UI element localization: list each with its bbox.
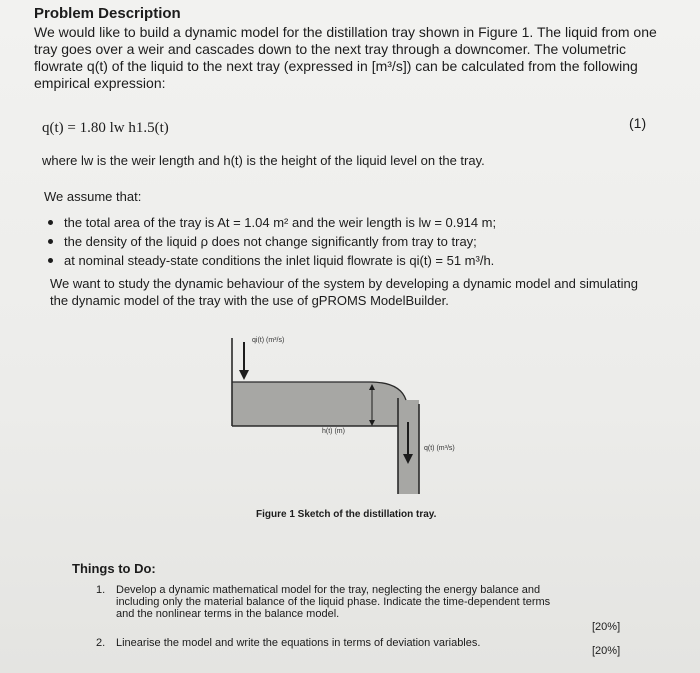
inlet-arrowhead bbox=[239, 370, 249, 380]
assumption-item: the total area of the tray is At = 1.04 m² and the weir length is lw = 0.914 m; bbox=[42, 213, 496, 232]
outlet-flow-label: q(t) (m³/s) bbox=[424, 445, 455, 452]
study-paragraph: We want to study the dynamic behaviour of the system by developing a dynamic model and simulating the dynamic model of the tray with the use of gPROMS ModelBuilder. bbox=[50, 276, 638, 308]
task-number: 2. bbox=[96, 637, 106, 649]
section-title: Problem Description bbox=[34, 5, 181, 22]
assumption-list bbox=[42, 213, 496, 270]
intro-paragraph: We would like to build a dynamic model for the distillation tray shown in Figure 1. The liquid from one tray goes over a weir and cascades down to the next tray through a downcomer. The volumetric flowrate q(t) of the liquid to the next tray (expressed in [m³/s]) can be calculated from the following empirical expression: bbox=[34, 24, 657, 91]
liquid-region bbox=[232, 382, 406, 426]
things-to-do-title: Things to Do: bbox=[72, 561, 156, 576]
task-text-line: including only the material balance of the liquid phase. Indicate the time-dependent terms bbox=[116, 596, 551, 608]
assumption-item: at nominal steady-state conditions the inlet liquid flowrate is qi(t) = 51 m³/h. bbox=[42, 251, 496, 270]
task-item bbox=[96, 637, 616, 651]
equation-number: (1) bbox=[629, 115, 647, 131]
figure-caption: Figure 1 Sketch of the distillation tray. bbox=[256, 509, 437, 520]
tray-sketch bbox=[222, 330, 482, 500]
equation: q(t) = 1.80 lw h1.5(t) bbox=[42, 120, 169, 136]
height-label: h(t) (m) bbox=[322, 428, 345, 435]
task-item bbox=[96, 584, 636, 624]
inlet-flow-label: qi(t) (m³/s) bbox=[252, 337, 285, 344]
task-number: 1. bbox=[96, 584, 106, 596]
task-weight: [20%] bbox=[592, 621, 621, 633]
assumption-item: the density of the liquid ρ does not change significantly from tray to tray; bbox=[42, 232, 496, 251]
assume-label: We assume that: bbox=[44, 189, 142, 204]
where-text: where lw is the weir length and h(t) is the height of the liquid level on the tray. bbox=[42, 153, 485, 168]
task-weight: [20%] bbox=[592, 645, 621, 657]
task-text-line: Develop a dynamic mathematical model for the tray, neglecting the energy balance and bbox=[116, 584, 541, 596]
task-text-line: and the nonlinear terms in the balance model. bbox=[116, 608, 340, 620]
task-text-line: Linearise the model and write the equations in terms of deviation variables. bbox=[116, 637, 481, 649]
